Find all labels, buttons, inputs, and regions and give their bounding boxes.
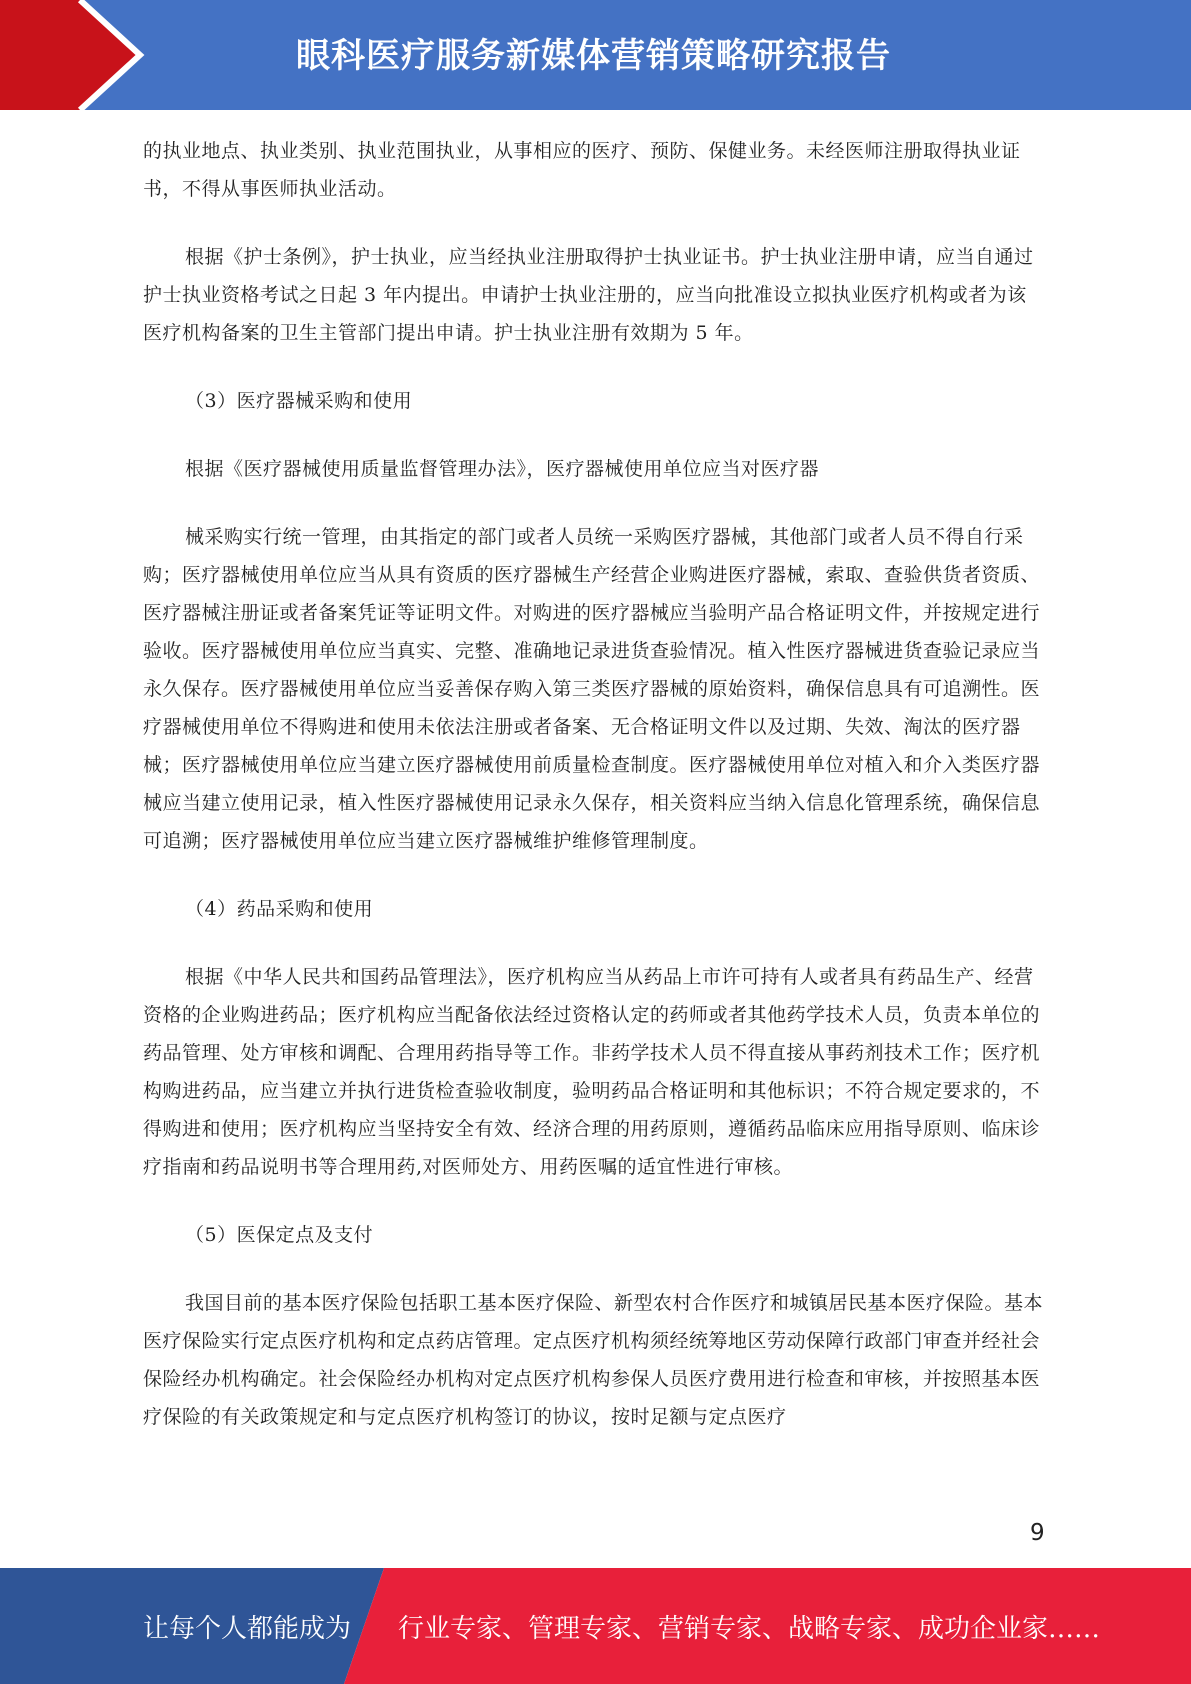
paragraph-device-procurement: 械采购实行统一管理，由其指定的部门或者人员统一采购医疗器械，其他部门或者人员不得自行采购；医疗器械使用单位应当从具有资质的医疗器械生产经营企业购进医疗器械，索取、查验供货者资质、医疗器械注册证或者备案凭证等证明文件。对购进的医疗器械应当验明产品合格证明文件，并按规定进行验收。医疗器械使用单位应当真实、完整、准确地记录进货查验情况。植入性医疗器械进货查验记录应当永久保存。医疗器械使用单位应当妥善保存购入第三类医疗器械的原始资料，确保信息具有可追溯性。医疗器械使用单位不得购进和使用未依法注册或者备案、无合格证明文件以及过期、失效、淘汰的医疗器械；医疗器械使用单位应当建立医疗器械使用前质量检查制度。医疗器械使用单位对植入和介入类医疗器械应当建立使用记录，植入性医疗器械使用记录永久保存，相关资料应当纳入信息化管理系统，确保信息可追溯；医疗器械使用单位应当建立医疗器械维护维修管理制度。	[143, 526, 1041, 852]
page-header	[0, 0, 1191, 110]
paragraph-nurse-regulation: 根据《护士条例》，护士执业，应当经执业注册取得护士执业证书。护士执业注册申请，应当自通过护士执业资格考试之日起 3 年内提出。申请护士执业注册的，应当向批准设立拟执业医疗机构或者为该医疗机构备案的卫生主管部门提出申请。护士执业注册有效期为 5 年。	[143, 246, 1034, 344]
paragraph-physician-continuation: 的执业地点、执业类别、执业范围执业，从事相应的医疗、预防、保健业务。未经医师注册取得执业证书，不得从事医师执业活动。	[143, 140, 1021, 200]
paragraph-device-regulation-intro: 根据《医疗器械使用质量监督管理办法》，医疗器械使用单位应当对医疗器	[185, 458, 820, 480]
header-chevron-decoration	[0, 0, 160, 110]
document-body	[143, 132, 1046, 1466]
section-heading-medical-insurance: （5）医保定点及支付	[185, 1224, 374, 1246]
footer-slogan-right: 行业专家、管理专家、营销专家、战略专家、成功企业家……	[398, 1614, 1101, 1644]
paragraph-medical-insurance: 我国目前的基本医疗保险包括职工基本医疗保险、新型农村合作医疗和城镇居民基本医疗保险。基本医疗保险实行定点医疗机构和定点药店管理。定点医疗机构须经统筹地区劳动保障行政部门审查并经社会保险经办机构确定。社会保险经办机构对定点医疗机构参保人员医疗费用进行检查和审核，并按照基本医疗保险的有关政策规定和与定点医疗机构签订的协议，按时足额与定点医疗	[143, 1292, 1044, 1428]
report-title: 眼科医疗服务新媒体营销策略研究报告	[296, 36, 891, 76]
section-heading-drugs: （4）药品采购和使用	[185, 898, 374, 920]
header-red-chevron	[0, 0, 140, 110]
page-number: 9	[1030, 1520, 1045, 1546]
paragraph-drug-administration-law: 根据《中华人民共和国药品管理法》，医疗机构应当从药品上市许可持有人或者具有药品生产、经营资格的企业购进药品；医疗机构应当配备依法经过资格认定的药师或者其他药学技术人员，负责本单位的药品管理、处方审核和调配、合理用药指导等工作。非药学技术人员不得直接从事药剂技术工作；医疗机构购进药品，应当建立并执行进货检查验收制度，验明药品合格证明和其他标识；不符合规定要求的，不得购进和使用；医疗机构应当坚持安全有效、经济合理的用药原则，遵循药品临床应用指导原则、临床诊疗指南和药品说明书等合理用药,对医师处方、用药医嘱的适宜性进行审核。	[143, 966, 1041, 1178]
footer-slogan-left: 让每个人都能成为	[143, 1614, 352, 1644]
page-footer	[0, 1568, 1191, 1684]
section-heading-medical-devices: （3）医疗器械采购和使用	[185, 390, 413, 412]
